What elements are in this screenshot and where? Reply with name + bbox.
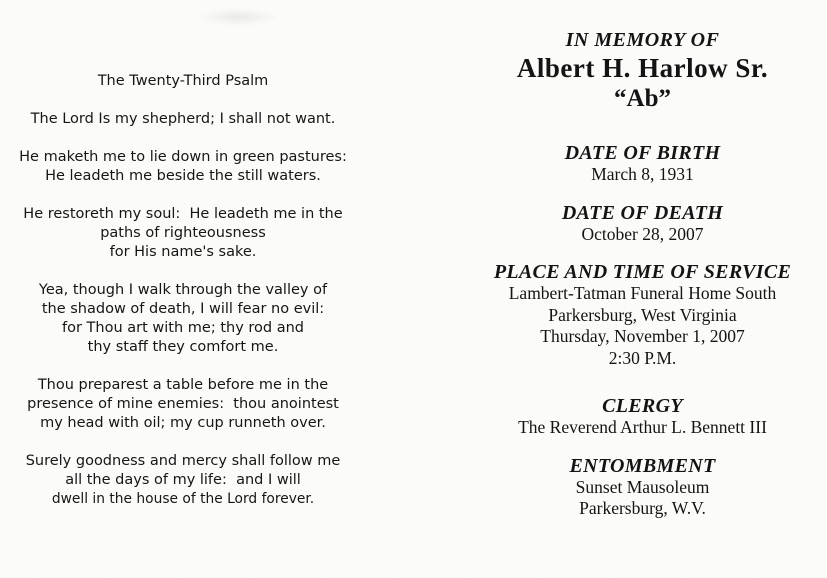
psalm-stanza bbox=[8, 110, 358, 129]
psalm-stanza bbox=[8, 376, 358, 433]
psalm-line: for His name's sake. bbox=[109, 244, 257, 260]
psalm-line: He restoreth my soul: He leadeth me in the bbox=[23, 206, 343, 222]
memorial-page bbox=[450, 28, 827, 536]
section-entombment bbox=[450, 455, 827, 520]
scan-smudge-artifact bbox=[198, 8, 278, 26]
psalm-line: dwell in the house of the Lord forever. bbox=[51, 491, 315, 507]
psalm-line: paths of righteousness bbox=[100, 225, 266, 241]
psalm-line: for Thou art with me; thy rod and bbox=[62, 320, 304, 336]
section-line: Lambert-Tatman Funeral Home South bbox=[508, 283, 777, 303]
section-heading: PLACE AND TIME OF SERVICE bbox=[493, 261, 792, 283]
psalm-line: Thou preparest a table before me in the bbox=[37, 377, 329, 393]
section-date-of-birth bbox=[450, 142, 827, 186]
psalm-line: the shadow of death, I will fear no evil: bbox=[41, 301, 325, 317]
section-heading: DATE OF BIRTH bbox=[564, 142, 721, 164]
psalm-line: presence of mine enemies: thou anointest bbox=[27, 396, 339, 412]
psalm-line: thy staff they comfort me. bbox=[87, 339, 279, 355]
psalm-stanza bbox=[8, 281, 358, 357]
section-heading: CLERGY bbox=[602, 395, 683, 417]
psalm-stanza bbox=[8, 148, 358, 186]
psalm-line: all the days of my life: and I will bbox=[65, 472, 301, 488]
section-line: October 28, 2007 bbox=[581, 223, 704, 244]
psalm-stanza bbox=[8, 452, 358, 509]
memorial-header bbox=[450, 28, 827, 114]
psalm-stanza bbox=[8, 205, 358, 262]
deceased-name: Albert H. Harlow Sr. bbox=[516, 53, 769, 83]
psalm-line: He maketh me to lie down in green pastures: bbox=[19, 149, 347, 165]
section-line: Parkersburg, W.V. bbox=[579, 498, 706, 518]
section-place-and-time bbox=[450, 261, 827, 369]
section-line: 2:30 P.M. bbox=[608, 347, 677, 368]
psalm-page bbox=[8, 72, 358, 528]
section-heading: DATE OF DEATH bbox=[561, 201, 724, 224]
section-line: March 8, 1931 bbox=[591, 164, 694, 184]
section-date-of-death bbox=[450, 202, 827, 246]
section-clergy bbox=[450, 395, 827, 439]
section-heading: ENTOMBMENT bbox=[569, 454, 716, 477]
psalm-title: The Twenty-Third Psalm bbox=[97, 73, 269, 89]
psalm-line: my head with oil; my cup runneth over. bbox=[40, 415, 326, 431]
psalm-line: He leadeth me beside the still waters. bbox=[45, 168, 321, 184]
section-line: Sunset Mausoleum bbox=[575, 476, 710, 497]
psalm-line: The Lord Is my shepherd; I shall not want. bbox=[30, 111, 336, 127]
section-line: The Reverend Arthur L. Bennett III bbox=[518, 417, 767, 437]
in-memory-of-label: IN MEMORY OF bbox=[565, 29, 720, 51]
psalm-line: Yea, though I walk through the valley of bbox=[38, 282, 328, 298]
section-line: Parkersburg, West Virginia bbox=[548, 304, 737, 325]
section-line: Thursday, November 1, 2007 bbox=[540, 326, 745, 346]
deceased-nickname: “Ab” bbox=[614, 85, 671, 112]
psalm-line: Surely goodness and mercy shall follow me bbox=[25, 453, 341, 469]
